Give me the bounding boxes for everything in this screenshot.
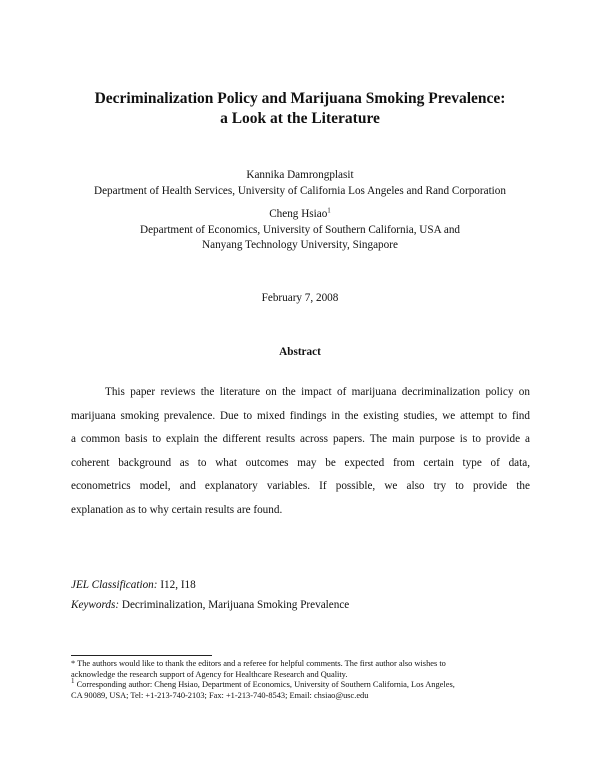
keywords-value: Decriminalization, Marijuana Smoking Prevalence — [119, 599, 350, 611]
abstract-line: econometrics model, and explanatory variables. If possible, we also try to provide the — [71, 480, 530, 493]
title-line-2: a Look at the Literature — [220, 110, 380, 127]
author-affiliation-2a: Department of Economics, University of Southern California, USA and — [139, 223, 461, 236]
jel-label: JEL Classification: — [71, 579, 158, 591]
abstract-line: coherent background as to what outcomes may be expected from certain type of data, — [71, 456, 530, 469]
footnote-mark-1: 1 — [327, 206, 331, 215]
abstract-line: a common basis to explain the different results across papers. The main purpose is to provide a — [71, 433, 530, 446]
keywords-label: Keywords: — [71, 599, 120, 611]
jel-value: I12, I18 — [157, 579, 196, 591]
jel-classification — [71, 575, 349, 595]
author-affiliation-2b: Nanyang Technology University, Singapore — [202, 239, 398, 251]
footnote-acknowledgement-line-2: acknowledge the research support of Agency for Healthcare Research and Quality. — [71, 669, 348, 679]
author-affiliation-1: Department of Health Services, University of California Los Angeles and Rand Corporation — [94, 184, 506, 197]
author-block-2 — [40, 207, 560, 254]
classification-block — [71, 575, 349, 615]
paper-date: February 7, 2008 — [261, 292, 339, 304]
footnote-mark-2: 1 — [71, 677, 75, 686]
keywords — [71, 595, 349, 615]
abstract-heading: Abstract — [279, 346, 321, 358]
abstract-line: This paper reviews the literature on the impact of marijuana decriminalization policy on — [105, 386, 530, 398]
footnotes — [71, 659, 530, 701]
title-line-1: Decriminalization Policy and Marijuana Smoking Prevalence: — [94, 90, 506, 107]
abstract-line: marijuana smoking prevalence. Due to mixed findings in the existing studies, we attempt to find — [71, 409, 530, 422]
author-name-2: Cheng Hsiao$^1$ — [269, 206, 331, 220]
author-name-1: Kannika Damrongplasit — [246, 169, 354, 181]
footnote-corresponding-line-1: $^1$ Corresponding author: Cheng Hsiao, Department of Economics, University of Southern California, Los Angeles, — [71, 677, 455, 690]
footnote-acknowledgement-line-1: * The authors would like to thank the editors and a referee for helpful comments. The first author also wishes to — [71, 659, 446, 668]
footnote-divider — [71, 655, 212, 656]
footnote-corresponding-line-2: CA 90089, USA; Tel: +1-213-740-2103; Fax: +1-213-740-8543; Email: chsiao@usc.edu — [71, 690, 369, 700]
abstract-line: explanation as to why certain results are found. — [71, 503, 283, 516]
abstract-body — [71, 385, 530, 527]
author-block-1 — [40, 168, 560, 199]
paper-title — [40, 89, 560, 129]
